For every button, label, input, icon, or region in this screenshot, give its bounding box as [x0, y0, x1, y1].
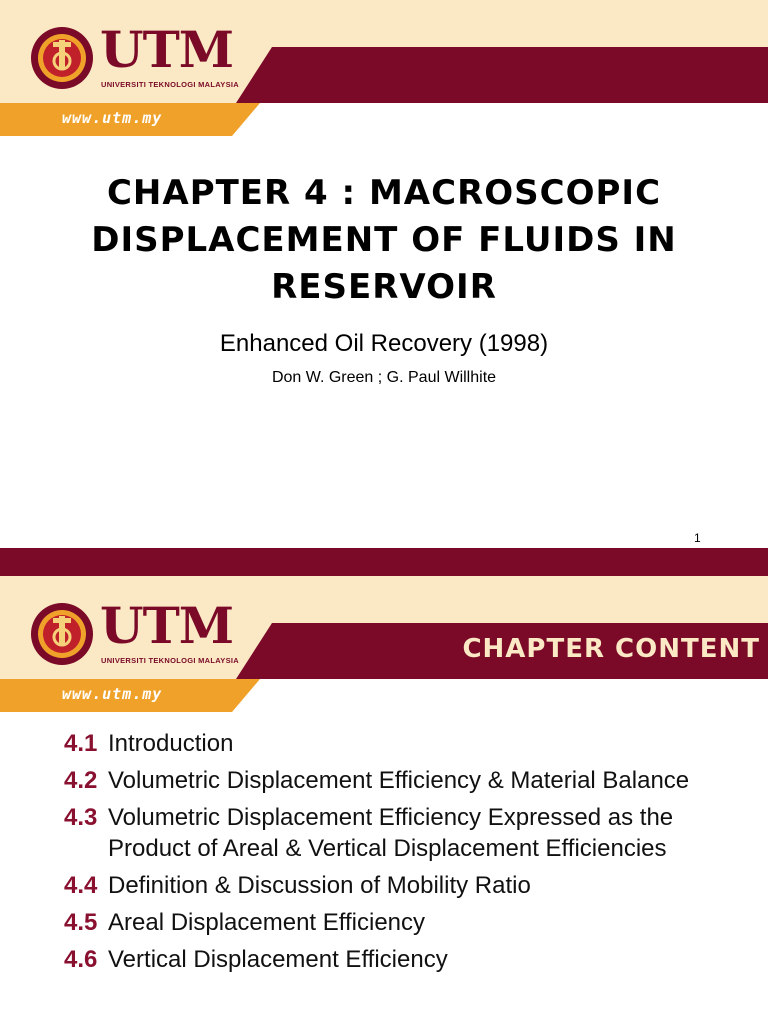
- brand-subtitle: UNIVERSITI TEKNOLOGI MALAYSIA: [101, 80, 240, 89]
- list-item: [64, 802, 744, 864]
- slide-separator: [0, 548, 768, 576]
- item-number: 4.2: [64, 767, 98, 794]
- item-text: Introduction: [108, 730, 234, 757]
- item-number: 4.5: [64, 909, 98, 936]
- item-text: Volumetric Displacement Efficiency Expressed as the Product of Areal & Vertical Displacement Efficiencies: [108, 804, 674, 862]
- brand-name: UTM: [100, 596, 234, 655]
- item-number: 4.6: [64, 946, 98, 973]
- item-text: Vertical Displacement Efficiency: [108, 946, 448, 973]
- utm-crest-icon: [30, 26, 94, 90]
- list-item: [64, 765, 744, 796]
- item-number: 4.4: [64, 872, 98, 899]
- brand-subtitle: UNIVERSITI TEKNOLOGI MALAYSIA: [101, 656, 240, 665]
- contents-slide: [0, 576, 768, 1024]
- website-link[interactable]: www.utm.my: [62, 109, 163, 127]
- list-item: [64, 870, 744, 901]
- list-item: [64, 907, 744, 938]
- chapter-contents-list: [64, 728, 744, 981]
- item-number: 4.1: [64, 730, 98, 757]
- slide-subtitle: Enhanced Oil Recovery (1998): [219, 330, 549, 357]
- banner-title: CHAPTER CONTENT: [462, 634, 760, 664]
- header-banner: [0, 576, 768, 712]
- item-text: Definition & Discussion of Mobility Ratio: [108, 872, 531, 899]
- item-text: Areal Displacement Efficiency: [108, 909, 426, 936]
- slide-authors: Don W. Green ; G. Paul Willhite: [271, 369, 497, 386]
- brand-name: UTM: [100, 20, 234, 79]
- header-banner: [0, 0, 768, 136]
- list-item: [64, 728, 744, 759]
- page-number: 1: [694, 531, 701, 545]
- utm-crest-icon: [30, 602, 94, 666]
- website-link[interactable]: www.utm.my: [62, 685, 163, 703]
- item-text: Volumetric Displacement Efficiency & Material Balance: [108, 767, 690, 794]
- item-number: 4.3: [64, 804, 98, 831]
- list-item: [64, 944, 744, 975]
- slide-title: CHAPTER 4 : MACROSCOPIC DISPLACEMENT OF FLUIDS IN RESERVOIR: [91, 173, 677, 307]
